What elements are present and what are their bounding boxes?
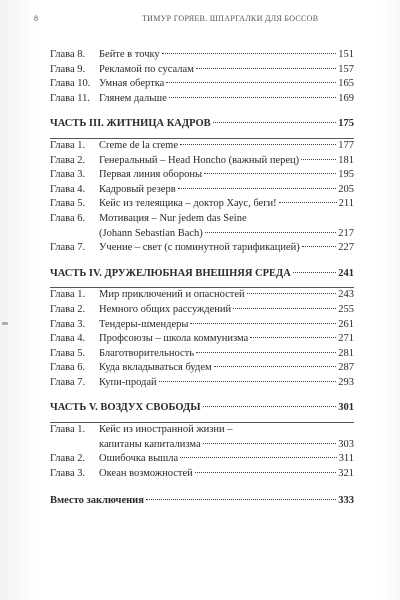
- toc-entry: [50, 361, 354, 376]
- chapter-label: Глава 5.: [50, 347, 86, 359]
- toc-entry: [50, 139, 354, 154]
- table-of-contents: [50, 48, 354, 509]
- toc-entry: [50, 423, 354, 438]
- leader-dots: [196, 352, 336, 353]
- leader-dots: [159, 381, 337, 382]
- chapter-page: 287: [338, 362, 354, 374]
- chapter-page: 217: [338, 227, 354, 239]
- closing-title: Вместо заключения: [50, 495, 144, 507]
- leader-dots: [190, 323, 336, 324]
- chapter-page: 293: [338, 376, 354, 388]
- chapter-label: Глава 9.: [50, 63, 86, 75]
- chapter-label: Глава 10.: [50, 78, 91, 90]
- leader-dots: [250, 337, 336, 338]
- chapter-title: Мотивация – Nur jedem das Seine: [99, 212, 247, 224]
- chapter-title: Кейс из иностранной жизни –: [99, 424, 233, 436]
- part-heading-5: [50, 401, 354, 416]
- part-heading-3: [50, 117, 354, 132]
- toc-entry: [50, 438, 354, 453]
- toc-entry: [50, 154, 354, 169]
- toc-entry: [50, 467, 354, 482]
- part-page: 301: [338, 402, 354, 414]
- chapter-title: Купи-продай: [99, 376, 157, 388]
- part3-chapter-list: [50, 139, 354, 256]
- part-page: 175: [338, 118, 354, 130]
- chapter-title: Мир приключений и опасностей: [99, 289, 245, 301]
- chapter-page: 261: [338, 318, 354, 330]
- chapter-page: 227: [338, 242, 354, 254]
- part-heading-4: [50, 267, 354, 282]
- chapter-title: Первая линия обороны: [99, 169, 202, 181]
- leader-dots: [233, 308, 336, 309]
- chapter-title: Рекламой по сусалам: [99, 63, 194, 75]
- chapter-label: Глава 4.: [50, 333, 86, 345]
- leader-dots: [180, 144, 336, 145]
- toc-entry: [50, 241, 354, 256]
- chapter-label: Глава 4.: [50, 183, 86, 195]
- toc-entry: [50, 347, 354, 362]
- chapter-label: Глава 1.: [50, 289, 86, 301]
- leader-dots: [195, 472, 336, 473]
- leader-dots: [203, 406, 337, 407]
- chapter-page: 169: [338, 92, 354, 104]
- leader-dots: [279, 202, 337, 203]
- chapter-title: Глянем дальше: [99, 92, 167, 104]
- page-number: 8: [34, 14, 39, 23]
- chapter-page: 281: [338, 347, 354, 359]
- toc-entry: [50, 92, 354, 107]
- leader-dots: [214, 366, 337, 367]
- chapter-label: Глава 2.: [50, 303, 86, 315]
- leader-dots: [162, 53, 337, 54]
- toc-top-section: [50, 48, 354, 106]
- part5-chapter-list: [50, 423, 354, 481]
- leader-dots: [180, 457, 337, 458]
- part4-chapter-list: [50, 288, 354, 390]
- toc-entry: [50, 212, 354, 227]
- chapter-page: 271: [338, 333, 354, 345]
- leader-dots: [146, 499, 336, 500]
- leader-dots: [169, 97, 336, 98]
- leader-dots: [204, 173, 336, 174]
- chapter-title: Немного общих рассуждений: [99, 303, 232, 315]
- chapter-label: Глава 6.: [50, 362, 86, 374]
- toc-entry: [50, 197, 354, 212]
- part-title: ЧАСТЬ IV. ДРУЖЕЛЮБНАЯ ВНЕШНЯЯ СРЕДА: [50, 267, 291, 279]
- chapter-label: Глава 3.: [50, 467, 86, 479]
- chapter-title: Тендеры-шмендеры: [99, 318, 189, 330]
- toc-entry: [50, 288, 354, 303]
- chapter-page: 205: [338, 183, 354, 195]
- chapter-page: 311: [338, 453, 354, 465]
- chapter-title: Генеральный – Head Honcho (важный перец): [99, 154, 300, 166]
- chapter-page: 243: [338, 289, 354, 301]
- chapter-title: Океан возможностей: [99, 467, 193, 479]
- toc-entry: [50, 452, 354, 467]
- leader-dots: [196, 68, 336, 69]
- leader-dots: [293, 272, 336, 273]
- chapter-page: 181: [338, 154, 354, 166]
- chapter-page: 255: [338, 303, 354, 315]
- chapter-title: Профсоюзы – школа коммунизма: [99, 333, 249, 345]
- toc-entry: [50, 48, 354, 63]
- chapter-title: Кадровый резерв: [99, 183, 176, 195]
- toc-entry: [50, 332, 354, 347]
- leader-dots: [166, 82, 336, 83]
- chapter-title: (Johann Sebastian Bach): [99, 227, 203, 239]
- chapter-label: Глава 2.: [50, 154, 86, 166]
- chapter-label: Глава 1.: [50, 139, 86, 151]
- leader-dots: [205, 232, 336, 233]
- chapter-label: Глава 5.: [50, 198, 86, 210]
- chapter-page: 177: [338, 139, 354, 151]
- closing-entry: [50, 494, 354, 509]
- chapter-label: Глава 2.: [50, 453, 86, 465]
- leader-dots: [213, 122, 337, 123]
- chapter-page: 211: [338, 198, 354, 210]
- chapter-page: 195: [338, 169, 354, 181]
- running-header-title: ТИМУР ГОРЯЕВ. ШПАРГАЛКИ ДЛЯ БОССОВ: [142, 14, 319, 23]
- toc-entry: [50, 77, 354, 92]
- chapter-title: Ошибочка вышла: [99, 453, 179, 465]
- chapter-label: Глава 8.: [50, 49, 86, 60]
- leader-dots: [301, 159, 336, 160]
- chapter-page: 165: [338, 78, 354, 90]
- toc-entry: [50, 227, 354, 242]
- toc-entry: [50, 183, 354, 198]
- chapter-label: Глава 3.: [50, 318, 86, 330]
- chapter-label: Глава 1.: [50, 424, 86, 436]
- chapter-page: 321: [338, 467, 354, 479]
- toc-entry: [50, 63, 354, 78]
- toc-entry: [50, 303, 354, 318]
- toc-entry: [50, 318, 354, 333]
- chapter-title: Благотворительность: [99, 347, 194, 359]
- leader-dots: [178, 188, 337, 189]
- chapter-label: Глава 7.: [50, 376, 86, 388]
- chapter-label: Глава 7.: [50, 242, 86, 254]
- chapter-title: Куда вкладываться будем: [99, 362, 212, 374]
- chapter-label: Глава 3.: [50, 169, 86, 181]
- chapter-label: Глава 11.: [50, 92, 91, 104]
- part-page: 241: [338, 267, 354, 279]
- leader-dots: [302, 246, 336, 247]
- leader-dots: [247, 293, 337, 294]
- chapter-page: 303: [338, 438, 354, 450]
- closing-page: 333: [338, 495, 354, 507]
- chapter-title: Кейс из телеящика – доктор Хаус, беги!: [99, 198, 277, 210]
- toc-entry: [50, 376, 354, 391]
- binding-mark: [2, 322, 8, 325]
- chapter-title: Учение – свет (с поминутной тарификацией): [99, 242, 300, 254]
- part-title: ЧАСТЬ V. ВОЗДУХ СВОБОДЫ: [50, 402, 201, 414]
- toc-entry: [50, 168, 354, 183]
- chapter-title: Умная обертка: [99, 78, 165, 90]
- part-title: ЧАСТЬ III. ЖИТНИЦА КАДРОВ: [50, 118, 211, 130]
- chapter-page: 157: [338, 63, 354, 75]
- leader-dots: [203, 443, 337, 444]
- chapter-page: 151: [338, 49, 354, 60]
- chapter-label: Глава 6.: [50, 212, 86, 224]
- chapter-title: Бейте в точку: [99, 49, 160, 60]
- chapter-title: капитаны капитализма: [99, 438, 201, 450]
- chapter-title: Creme de la creme: [99, 139, 178, 151]
